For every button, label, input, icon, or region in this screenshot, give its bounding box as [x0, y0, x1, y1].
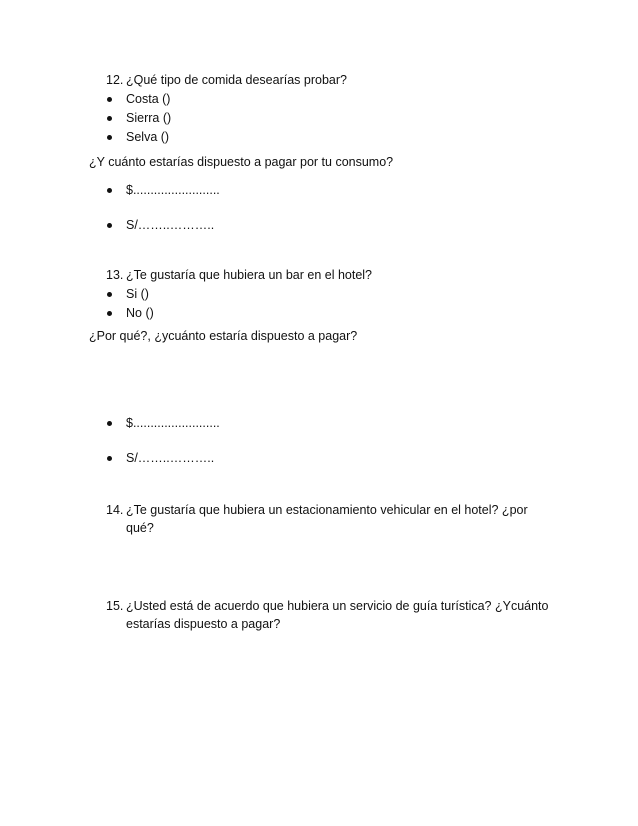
q13-payment-soles: S/……..……….. [126, 451, 215, 465]
bullet-icon [107, 292, 112, 297]
q13-followup: ¿Por qué?, ¿ycuánto estaría dispuesto a pagar? [89, 329, 358, 343]
q12-option-sierra: Sierra () [126, 111, 172, 125]
q15-text-line1: ¿Usted está de acuerdo que hubiera un servicio de guía turística? ¿Ycuánto [126, 599, 549, 613]
bullet-icon [107, 421, 112, 426]
q13-text: ¿Te gustaría que hubiera un bar en el hotel? [126, 268, 373, 282]
bullet-icon [107, 456, 112, 461]
q14-text-line1: ¿Te gustaría que hubiera un estacionamiento vehicular en el hotel? ¿por [126, 503, 528, 517]
bullet-icon [107, 223, 112, 228]
bullet-icon [107, 116, 112, 121]
q15-text-line2: estarías dispuesto a pagar? [126, 617, 281, 631]
q14-text-line2: qué? [126, 521, 154, 535]
q12-number: 12. [106, 73, 124, 87]
q12-option-costa: Costa () [126, 92, 171, 106]
q13-option-no: No () [126, 306, 154, 320]
q12-payment-soles: S/……..……….. [126, 218, 215, 232]
q12-followup: ¿Y cuánto estarías dispuesto a pagar por tu consumo? [89, 155, 394, 169]
q12-option-selva: Selva () [126, 130, 170, 144]
q13-option-si: Si () [126, 287, 149, 301]
bullet-icon [107, 97, 112, 102]
q12-text: ¿Qué tipo de comida desearías probar? [126, 73, 347, 87]
q13-payment-dollar: $......................... [126, 416, 220, 430]
q15-number: 15. [106, 599, 124, 613]
q14-number: 14. [106, 503, 124, 517]
q12-payment-dollar: $......................... [126, 183, 220, 197]
bullet-icon [107, 135, 112, 140]
bullet-icon [107, 188, 112, 193]
bullet-icon [107, 311, 112, 316]
q13-number: 13. [106, 268, 124, 282]
